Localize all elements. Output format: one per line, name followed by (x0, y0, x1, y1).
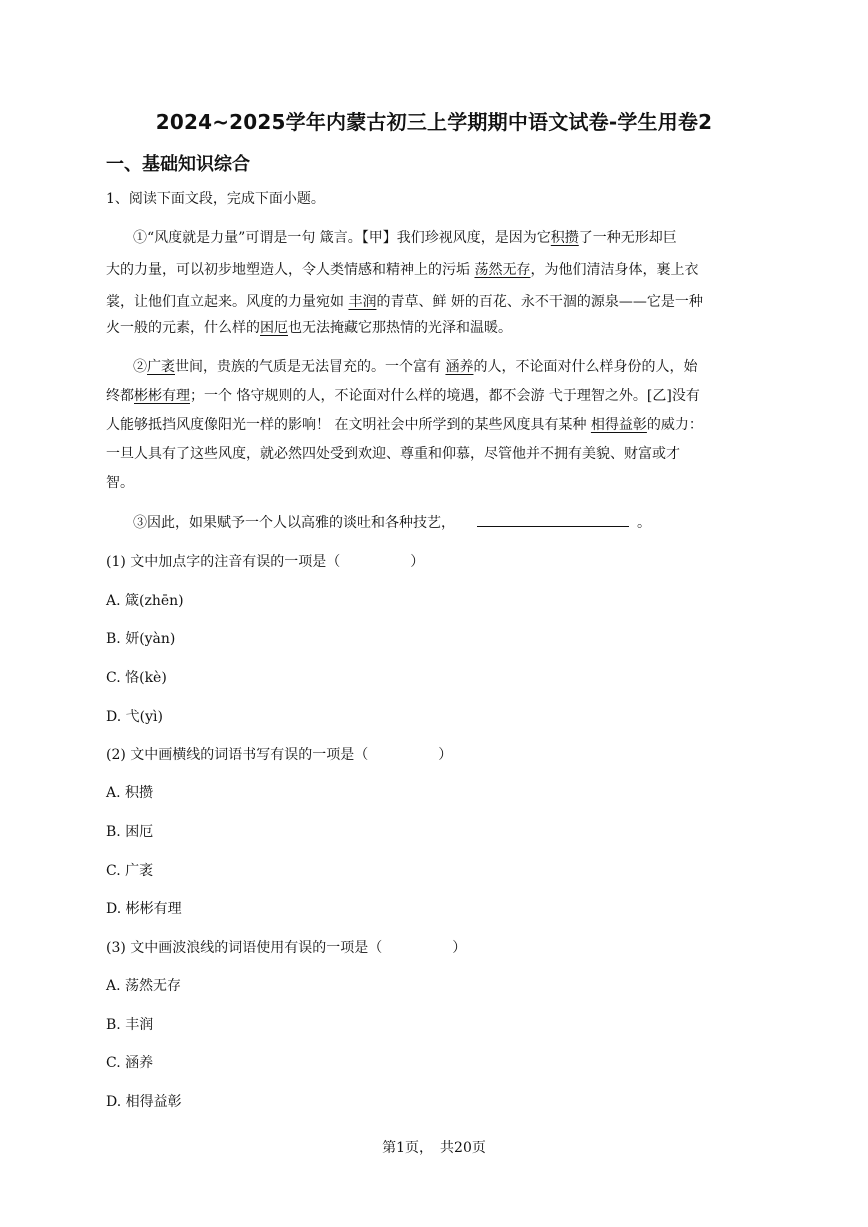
paragraph2-line5: 智。 (106, 475, 134, 491)
paragraph1-line2: 大的力量，可以初步地塑造人，令人类情感和精神上的污垢 荡然无存，为他们清洁身体，裹上衣 (106, 262, 699, 278)
underlined-word: 困厄 (260, 320, 288, 336)
subquestion2-option-d[interactable]: D. 彬彬有理 (106, 901, 182, 917)
answer-blank[interactable] (477, 514, 629, 527)
wavy-word: 相得益彰 (590, 417, 647, 433)
paragraph1-line4: 火一般的元素，什么样的困厄也无法掩藏它那热情的光泽和温暖。 (106, 320, 512, 336)
subquestion1-stem: (1) 文中加点字的注音有误的一项是（ ） (106, 554, 425, 570)
question-intro: 1、阅读下面文段，完成下面小题。 (106, 191, 325, 207)
underlined-word: 彬彬有理 (134, 388, 190, 404)
subquestion3-option-d[interactable]: D. 相得益彰 (106, 1094, 182, 1110)
paragraph2-line1: ②广袤世间，贵族的气质是无法冒充的。一个富有 涵养的人，不论面对什么样身份的人，始 (133, 359, 698, 375)
paragraph2-line2: 终都彬彬有理；一个 恪守规则的人，不论面对什么样的境遇，都不会游 弋于理智之外。[乙]没有 (106, 388, 700, 404)
wavy-word: 涵养 (445, 359, 474, 375)
subquestion3-stem: (3) 文中画波浪线的词语使用有误的一项是（ ） (106, 940, 467, 956)
subquestion1-option-d[interactable]: D. 弋(yì) (106, 709, 163, 725)
underlined-word: 积攒 (550, 230, 579, 246)
subquestion1-option-a[interactable]: A. 箴(zhēn) (106, 593, 184, 609)
subquestion2-option-b[interactable]: B. 困厄 (106, 824, 154, 840)
page-title: 2024~2025学年内蒙古初三上学期期中语文试卷-学生用卷2 (155, 110, 713, 134)
subquestion1-option-b[interactable]: B. 妍(yàn) (106, 631, 176, 647)
page-footer: 第1页， 共20页 (382, 1140, 486, 1156)
wavy-word: 丰润 (348, 294, 377, 310)
subquestion2-option-a[interactable]: A. 积攒 (106, 785, 154, 801)
subquestion3-option-a[interactable]: A. 荡然无存 (106, 978, 182, 994)
paragraph1-line1: ①“风度就是力量”可谓是一句 箴言。【甲】我们珍视风度，是因为它积攒了一种无形却巨 (133, 230, 677, 246)
subquestion1-option-c[interactable]: C. 恪(kè) (106, 670, 167, 686)
paragraph2-line3: 人能够抵挡风度像阳光一样的影响！ 在文明社会中所学到的某些风度具有某种 相得益彰的威力： (106, 417, 703, 433)
underlined-word: 广袤 (147, 359, 175, 375)
wavy-word: 荡然无存 (474, 262, 531, 278)
subquestion3-option-c[interactable]: C. 涵养 (106, 1055, 154, 1071)
subquestion2-option-c[interactable]: C. 广袤 (106, 863, 154, 879)
subquestion2-stem: (2) 文中画横线的词语书写有误的一项是（ ） (106, 747, 453, 763)
section-heading: 一、基础知识综合 (106, 154, 250, 175)
paragraph2-line4: 一旦人具有了这些风度，就必然四处受到欢迎、尊重和仰慕，尽管他并不拥有美貌、财富或才 (106, 446, 680, 462)
paragraph1-line3: 裳，让他们直立起来。风度的力量宛如 丰润的青草、鲜 妍的百花、永不干涸的源泉——它是一种 (106, 294, 703, 310)
subquestion3-option-b[interactable]: B. 丰润 (106, 1017, 154, 1033)
paragraph3-line: ③因此，如果赋予一个人以高雅的谈吐和各种技艺， 。 (133, 515, 651, 531)
